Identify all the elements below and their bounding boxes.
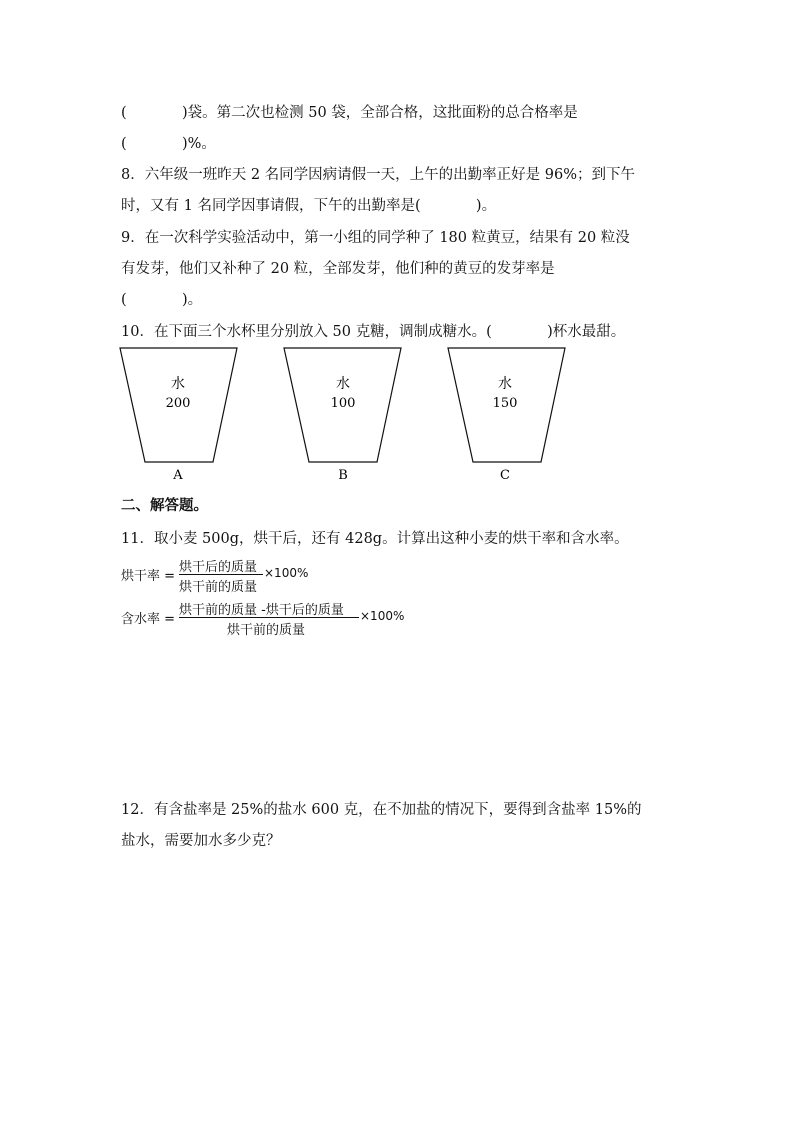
cup-c-amount: 150 [492, 396, 518, 411]
formula-1-label: 烘干率 = [121, 569, 176, 584]
cup-b-word: 水 [336, 376, 350, 392]
formula-2-multiplier: ×100% [360, 609, 405, 623]
cup-c-word: 水 [498, 376, 512, 392]
cup-a [120, 348, 237, 483]
q7-line-2: ( )%。 [121, 136, 216, 152]
q8-line-2: 时，又有 1 名同学因事请假，下午的出勤率是( )。 [121, 198, 497, 214]
formula-2-fraction-bar [179, 617, 359, 618]
formula-1-fraction-bar [179, 574, 263, 575]
q12-line-2: 盐水，需要加水多少克？ [121, 833, 281, 849]
formula-1-numerator: 烘干后的质量 [179, 560, 258, 575]
q8-line-1: 8．六年级一班昨天 2 名同学因病请假一天，上午的出勤率正好是 96%；到下午 [121, 167, 636, 183]
cup-a-label: A [173, 468, 183, 483]
cup-c [448, 348, 565, 483]
formula-2-label: 含水率 = [121, 612, 176, 627]
formula-1-multiplier: ×100% [264, 566, 309, 580]
cup-a-amount: 200 [165, 396, 191, 411]
q11-line-1: 11．取小麦 500g，烘干后，还有 428g。计算出这种小麦的烘干率和含水率。 [121, 531, 629, 547]
cup-a-word: 水 [171, 376, 185, 392]
cup-b-label: B [338, 468, 348, 483]
cup-b [284, 348, 401, 483]
cup-c-label: C [500, 468, 510, 483]
q9-line-1: 9．在一次科学实验活动中，第一小组的同学种了 180 粒黄豆，结果有 20 粒没 [121, 230, 630, 246]
q9-line-2: 有发芽，他们又补种了 20 粒，全部发芽，他们种的黄豆的发芽率是 [121, 261, 555, 277]
formula-1-denominator: 烘干前的质量 [179, 580, 258, 595]
formula-2-numerator: 烘干前的质量 -烘干后的质量 [179, 603, 344, 618]
q12-line-1: 12．有含盐率是 25%的盐水 600 克，在不加盐的情况下，要得到含盐率 15%的 [121, 802, 642, 818]
section-2-title: 二、解答题。 [121, 497, 208, 514]
q9-line-3: ( )。 [121, 292, 203, 308]
cups-figure [110, 340, 580, 485]
q7-line-1: ( )袋。第二次也检测 50 袋，全部合格，这批面粉的总合格率是 [121, 105, 578, 121]
formula-2-denominator: 烘干前的质量 [227, 623, 306, 638]
q10-line-1: 10．在下面三个水杯里分别放入 50 克糖，调制成糖水。( )杯水最甜。 [121, 324, 626, 340]
cup-b-amount: 100 [330, 396, 356, 411]
